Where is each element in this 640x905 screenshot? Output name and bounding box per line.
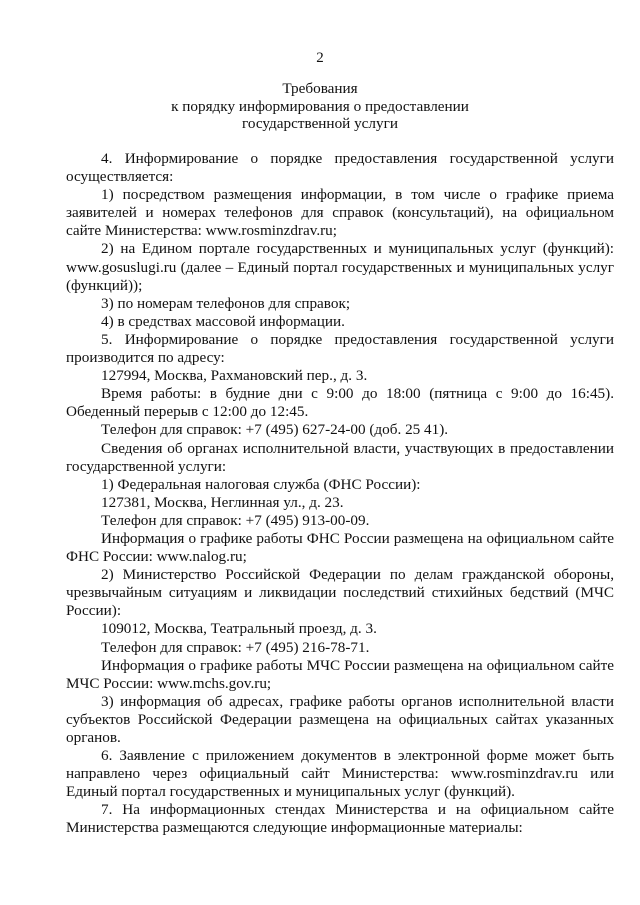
paragraph-7: 7. На информационных стендах Министерства и на официальном сайте Министерства размещаются следующие информационные материалы: bbox=[66, 801, 614, 837]
mchs-address: 109012, Москва, Театральный проезд, д. 3. bbox=[101, 620, 377, 638]
paragraph-4-item-3: 3) по номерам телефонов для справок; bbox=[101, 294, 351, 312]
paragraph-4-item-4: 4) в средствах массовой информации. bbox=[101, 312, 345, 330]
working-hours: Время работы: в будние дни с 9:00 до 18:00 (пятница с 9:00 до 16:45). Обеденный перерыв с 12:00 до 12:45. bbox=[66, 385, 614, 421]
phone-ministry: Телефон для справок: +7 (495) 627-24-00 (доб. 25 41). bbox=[101, 421, 449, 439]
document-body bbox=[66, 150, 614, 838]
mchs-title: 2) Министерство Российской Федерации по делам гражданской обороны, чрезвычайным ситуациям и ликвидации последствий стихийных бедствий (МЧС России): bbox=[66, 566, 614, 620]
regional-authorities-info: 3) информация об адресах, графике работы органов исполнительной власти субъектов Российской Федерации размещена на официальных сайтах указанных органов. bbox=[66, 692, 614, 746]
paragraph-4-intro: 4. Информирование о порядке предоставления государственной услуги осуществляется: bbox=[66, 150, 614, 186]
address-ministry: 127994, Москва, Рахмановский пер., д. 3. bbox=[101, 367, 368, 385]
page-number: 2 bbox=[316, 50, 324, 66]
mchs-schedule-info: Информация о графике работы МЧС России размещена на официальном сайте МЧС России: www.mchs.gov.ru; bbox=[66, 656, 614, 692]
fns-title: 1) Федеральная налоговая служба (ФНС России): bbox=[101, 475, 421, 493]
paragraph-5-intro: 5. Информирование о порядке предоставления государственной услуги производится по адресу: bbox=[66, 330, 614, 367]
paragraph-6: 6. Заявление с приложением документов в электронной форме может быть направлено через официальный сайт Министерства: www.rosminzdrav.ru или Единый портал государственных и муниципальных услуг (функций). bbox=[66, 747, 614, 801]
fns-schedule-info: Информация о графике работы ФНС России размещена на официальном сайте ФНС России: www.nalog.ru; bbox=[66, 529, 614, 566]
heading-line-3: государственной услуги bbox=[242, 115, 398, 132]
heading-line-1: Требования bbox=[282, 80, 358, 97]
paragraph-4-item-1: 1) посредством размещения информации, в том числе о графике приема заявителей и номерах телефонов для справок (консультаций), на официальном сайте Министерства: www.rosminzdrav.ru; bbox=[66, 186, 614, 240]
paragraph-4-item-2: 2) на Едином портале государственных и муниципальных услуг (функций): www.gosuslugi.ru (далее – Единый портал государственных и муниципальных услуг (функций)); bbox=[66, 240, 614, 294]
authorities-intro: Сведения об органах исполнительной власти, участвующих в предоставлении государственной услуги: bbox=[66, 439, 614, 475]
heading-line-2: к порядку информирования о предоставлении bbox=[171, 97, 469, 115]
document-heading bbox=[0, 80, 640, 133]
fns-address: 127381, Москва, Неглинная ул., д. 23. bbox=[101, 493, 344, 511]
fns-phone: Телефон для справок: +7 (495) 913-00-09. bbox=[101, 511, 370, 529]
mchs-phone: Телефон для справок: +7 (495) 216-78-71. bbox=[101, 638, 370, 656]
